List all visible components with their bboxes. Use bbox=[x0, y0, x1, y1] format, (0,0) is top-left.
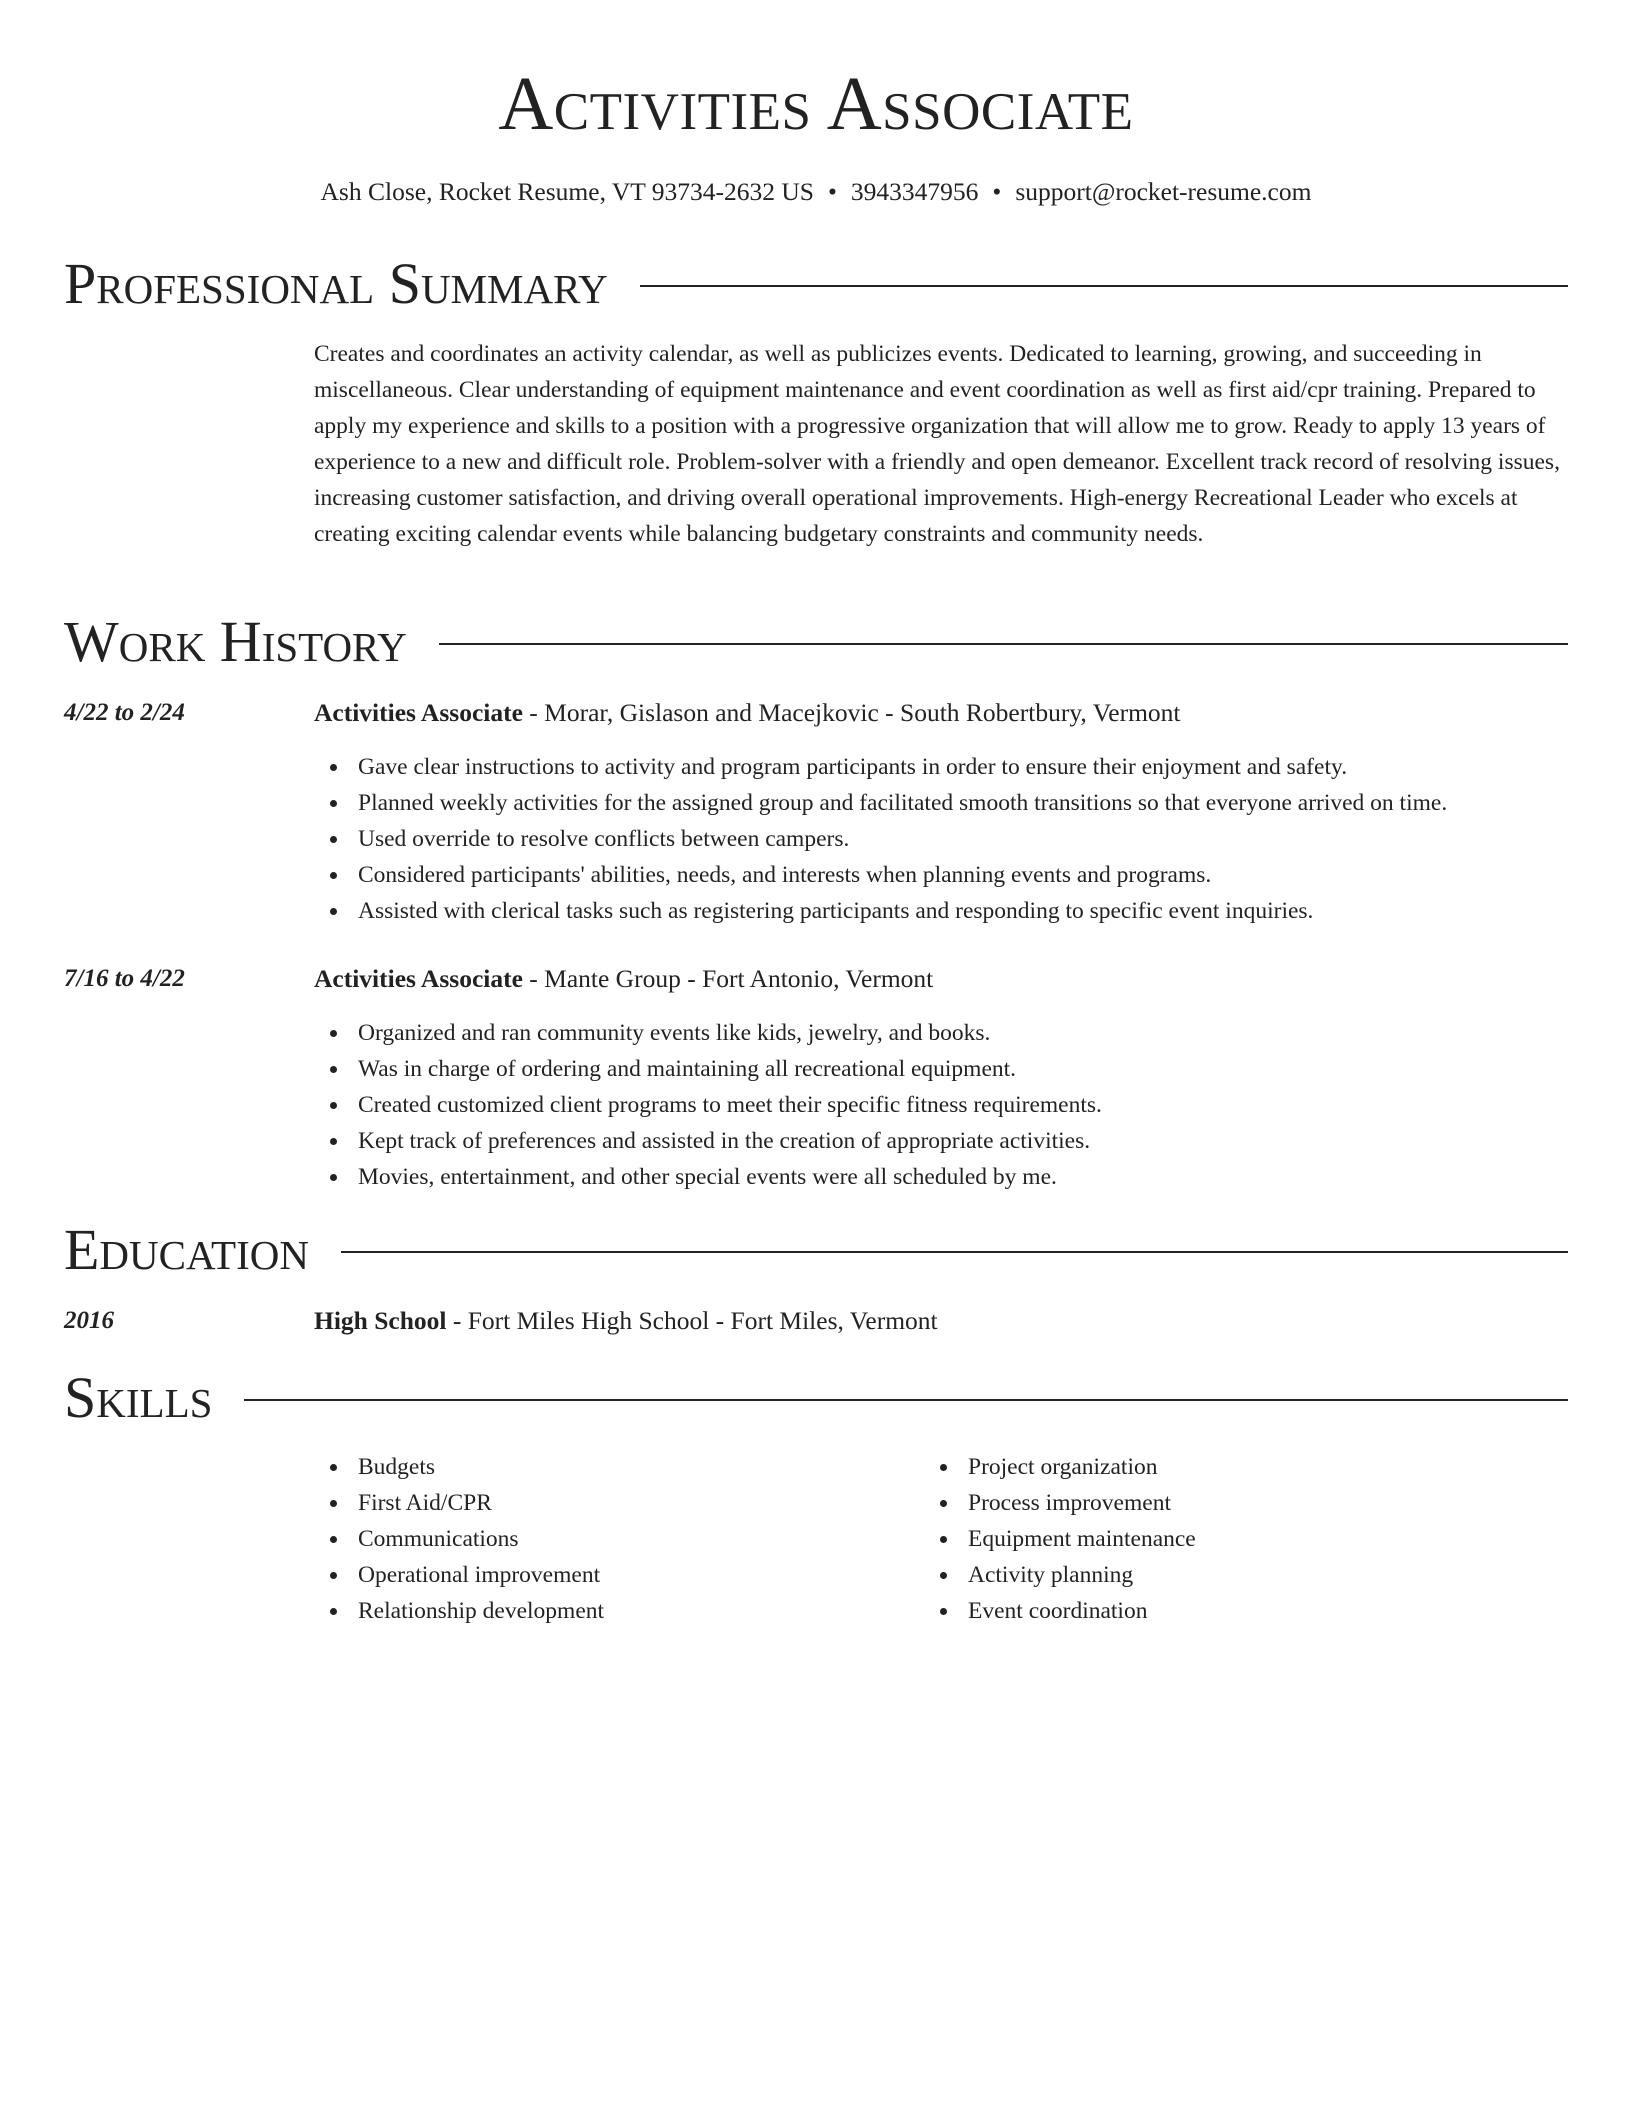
job-title: Activities Associate bbox=[314, 698, 523, 727]
skill-item: Project organization bbox=[924, 1449, 1524, 1485]
section-title-summary: Professional Summary bbox=[64, 251, 608, 316]
section-divider bbox=[341, 1251, 1568, 1253]
job-title: Activities Associate bbox=[314, 964, 523, 993]
list-item: Kept track of preferences and assisted in the creation of appropriate activities. bbox=[314, 1123, 1570, 1159]
skill-item: Process improvement bbox=[924, 1485, 1524, 1521]
list-item: Used override to resolve conflicts between campers. bbox=[314, 821, 1570, 857]
section-divider bbox=[439, 643, 1568, 645]
skills-list-right bbox=[924, 1449, 1524, 1629]
skill-item: Equipment maintenance bbox=[924, 1521, 1524, 1557]
section-header-education bbox=[64, 1217, 1568, 1283]
list-item: Created customized client programs to meet their specific fitness requirements. bbox=[314, 1087, 1570, 1123]
job-details: - Mante Group - Fort Antonio, Vermont bbox=[522, 964, 934, 993]
skill-item: Budgets bbox=[314, 1449, 914, 1485]
list-item: Was in charge of ordering and maintaining all recreational equipment. bbox=[314, 1051, 1570, 1087]
list-item: Gave clear instructions to activity and program participants in order to ensure their enjoyment and safety. bbox=[314, 749, 1570, 785]
section-divider bbox=[244, 1399, 1568, 1401]
contact-email: support@rocket-resume.com bbox=[1015, 177, 1312, 206]
list-item: Assisted with clerical tasks such as registering participants and responding to specific event inquiries. bbox=[314, 893, 1570, 929]
education-heading bbox=[314, 1303, 1570, 1339]
skill-item: First Aid/CPR bbox=[314, 1485, 914, 1521]
list-item: Movies, entertainment, and other special events were all scheduled by me. bbox=[314, 1159, 1570, 1195]
section-header-skills bbox=[64, 1365, 1568, 1431]
job-heading bbox=[314, 961, 1570, 997]
job-dates: 4/22 to 2/24 bbox=[64, 699, 185, 726]
section-divider bbox=[640, 285, 1568, 287]
section-title-education: Education bbox=[64, 1217, 309, 1282]
contact-separator: • bbox=[992, 177, 1002, 206]
job-bullet-list bbox=[314, 749, 1570, 929]
list-item: Considered participants' abilities, needs, and interests when planning events and programs. bbox=[314, 857, 1570, 893]
skill-item: Relationship development bbox=[314, 1593, 914, 1629]
job-dates: 7/16 to 4/22 bbox=[64, 965, 185, 992]
skill-item: Event coordination bbox=[924, 1593, 1524, 1629]
skills-list-left bbox=[314, 1449, 914, 1629]
contact-address: Ash Close, Rocket Resume, VT 93734-2632 US bbox=[320, 177, 814, 206]
section-title-work: Work History bbox=[64, 609, 407, 674]
job-heading bbox=[314, 695, 1570, 731]
contact-phone: 3943347956 bbox=[850, 177, 979, 206]
skill-item: Communications bbox=[314, 1521, 914, 1557]
skill-item: Activity planning bbox=[924, 1557, 1524, 1593]
education-degree: High School bbox=[314, 1306, 447, 1335]
education-details: - Fort Miles High School - Fort Miles, Vermont bbox=[446, 1306, 938, 1335]
contact-line bbox=[0, 174, 1632, 210]
candidate-name: Activities Associate bbox=[498, 62, 1134, 146]
job-bullet-list bbox=[314, 1015, 1570, 1195]
summary-text: Creates and coordinates an activity calendar, as well as publicizes events. Dedicated to learning, growing, and succeeding in miscellaneous. Clear understanding of equipment maintenance and event coordination as well as first aid/cpr training. Prepared to apply my experience and skills to a position with a progressive organization that will allow me to grow. Ready to apply 13 years of experience to a new and difficult role. Problem-solver with a friendly and open demeanor. Excellent track record of resolving issues, increasing customer satisfaction, and driving overall operational improvements. High-energy Recreational Leader who excels at creating exciting calendar events while balancing budgetary constraints and community needs. bbox=[314, 341, 1560, 547]
list-item: Organized and ran community events like kids, jewelry, and books. bbox=[314, 1015, 1570, 1051]
skill-item: Operational improvement bbox=[314, 1557, 914, 1593]
section-header-summary bbox=[64, 251, 1568, 317]
section-title-skills: Skills bbox=[64, 1365, 213, 1430]
list-item: Planned weekly activities for the assigned group and facilitated smooth transitions so that everyone arrived on time. bbox=[314, 785, 1570, 821]
job-details: - Morar, Gislason and Macejkovic - South Robertbury, Vermont bbox=[522, 698, 1181, 727]
contact-separator: • bbox=[827, 177, 837, 206]
section-header-work bbox=[64, 609, 1568, 675]
education-year: 2016 bbox=[64, 1307, 114, 1334]
